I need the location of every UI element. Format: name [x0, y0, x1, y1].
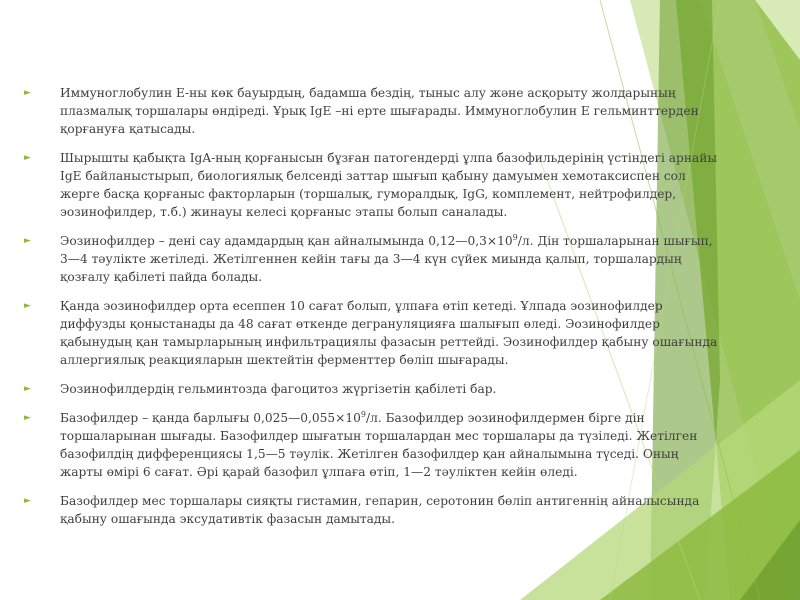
- bullet-text-part: /л. Базофилдер эозинофилдермен бірге дін торшаларынан шығады. Базофилдер шығатын торшалардан мес торшалары да түзіледі. Жетілген базофилдің дифференциясы 1,5—5 тәулік. Жетілген базофилдер қан айналымына түседі. Оның жарты өмірі 6 сағат. Әрі қарай базофил ұлпаға өтіп, 1—2 тәуліктен кейін өледі.: [60, 411, 698, 479]
- bullet-text-part: Эозинофилдер – дені сау адамдардың қан айналымында 0,12—0,3×10: [60, 234, 513, 248]
- bullet-text-part: Эозинофилдердің гельминтозда фагоцитоз жүргізетін қабілеті бар.: [60, 382, 497, 396]
- bullet-text: [60, 411, 697, 479]
- bullet-text: [60, 151, 717, 219]
- bullet-item: [24, 232, 718, 286]
- bullet-text: [60, 299, 717, 367]
- bullet-text: [60, 86, 699, 136]
- bullet-item: [24, 84, 718, 138]
- triangle-bullet-icon: ►: [24, 413, 31, 423]
- bullet-text-part: Шырышты қабықта IgA-ның қорғанысын бұзған патогендерді ұлпа базофильдерінің үстіндегі арнайы IgE байланыстырып, биологиялық белсенді заттар шығып қабыну дамуымен хемотаксиспен сол жерге басқа қорғаныс факторларын (торшалық, гуморалдық, IgG, комплемент, нейтрофилдер, эозинофилдер, т.б.) жинауы келесі қорғаныс этапы болып саналады.: [60, 151, 718, 219]
- slide-content: [24, 84, 718, 539]
- triangle-bullet-icon: ►: [24, 236, 31, 246]
- bullet-item: [24, 380, 718, 398]
- triangle-bullet-icon: ►: [24, 153, 31, 163]
- triangle-bullet-icon: ►: [24, 496, 31, 506]
- bullet-item: [24, 409, 718, 481]
- bullet-text: [60, 494, 699, 526]
- bullet-item: [24, 492, 718, 528]
- bullet-text: [60, 234, 713, 284]
- bullet-text-part: Базофилдер мес торшалары сияқты гистамин, гепарин, серотонин бөліп антигеннің айналысында қабыну ошағында эксудативтік фазасын дамытады.: [60, 494, 700, 526]
- bullet-text-part: Базофилдер – қанда барлығы 0,025—0,055×10: [60, 411, 361, 425]
- bullet-text-part: Иммуноглобулин Е-ны көк бауырдың, бадамша бездің, тыныс алу және асқорыту жолдарының плазмалық торшалары өндіреді. Ұрық IgE –ні ерте шығарады. Иммуноглобулин Е гельминттерден қорғануға қатысады.: [60, 86, 699, 136]
- bullet-text: [60, 382, 496, 396]
- superscript-exponent: 9: [512, 232, 518, 242]
- triangle-bullet-icon: ►: [24, 384, 31, 394]
- bullet-item: [24, 297, 718, 369]
- bullet-text-part: /л. Дін торшаларынан шығып, 3—4 тәулікте жетіледі. Жетілгеннен кейін тағы да 3—4 күн сүйек миында қалып, торшалардың қозғалу қабілеті пайда болады.: [60, 234, 713, 284]
- bullet-item: [24, 149, 718, 221]
- triangle-bullet-icon: ►: [24, 301, 31, 311]
- triangle-bullet-icon: ►: [24, 88, 31, 98]
- bullet-text-part: Қанда эозинофилдер орта есеппен 10 сағат болып, ұлпаға өтіп кетеді. Ұлпада эозинофилдер диффузды қоныстанады да 48 сағат өткенде дегрануляцияға шалығып өледі. Эозинофилдер қабынудың қан тамырларының инфильтрациялы фазасын реттейді. Эозинофилдер қабыну ошағында аллергиялық реакцияларын шектейтін ферменттер бөліп шығарады.: [60, 299, 718, 367]
- superscript-exponent: 9: [360, 409, 366, 419]
